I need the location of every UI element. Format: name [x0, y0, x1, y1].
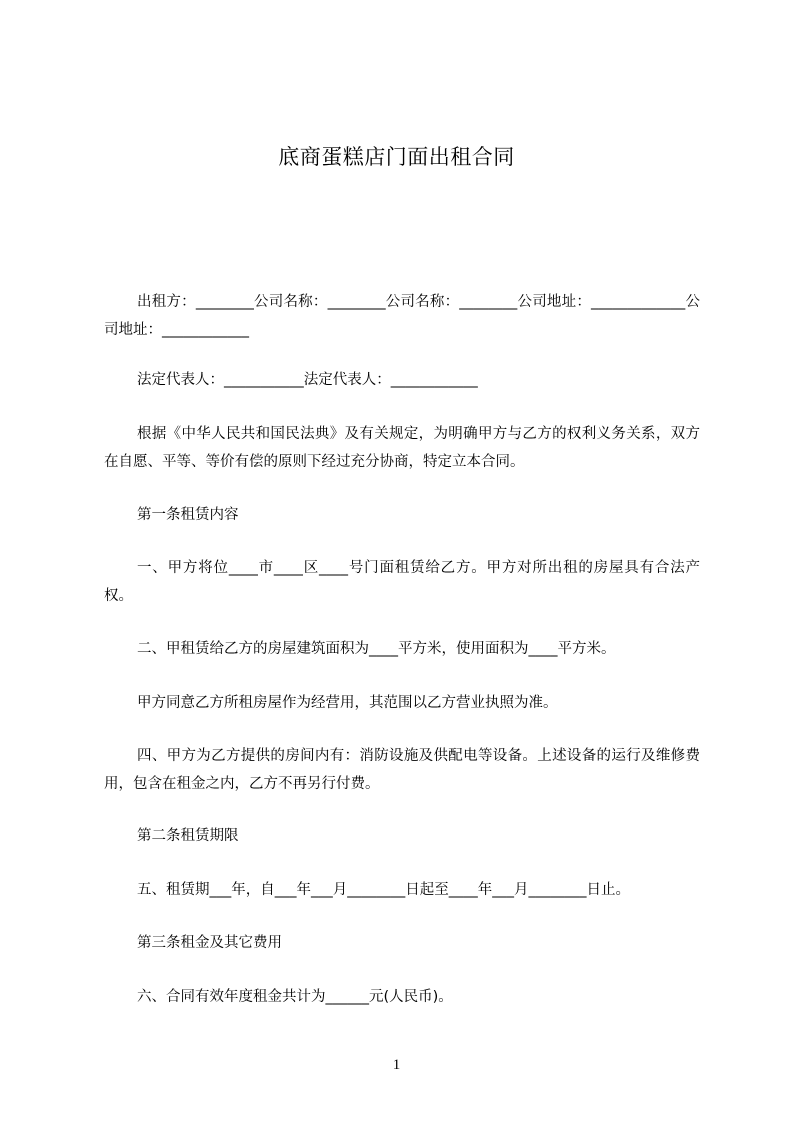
- clause-2-paragraph: 二、甲租赁给乙方的房屋建筑面积为____平方米，使用面积为____平方米。: [137, 641, 616, 657]
- article-2-heading: 第二条租赁期限: [137, 828, 239, 844]
- clause-4-paragraph: 四、甲方为乙方提供的房间内有：消防设施及供配电等设备。上述设备的运行及维修费用，包含在租金之内，乙方不再另行付费。: [104, 748, 700, 792]
- parties-paragraph: 出租方：________公司名称：________公司名称：________公司地址：_____________公司地址：____________: [104, 294, 700, 338]
- page-number: 1: [392, 1057, 401, 1073]
- business-use-paragraph: 甲方同意乙方所租房屋作为经营用，其范围以乙方营业执照为准。: [137, 695, 558, 711]
- preamble-paragraph: 根据《中华人民共和国民法典》及有关规定，为明确甲方与乙方的权利义务关系，双方在自愿、平等、等价有偿的原则下经过充分协商，特定立本合同。: [104, 426, 700, 470]
- article-1-heading: 第一条租赁内容: [137, 507, 239, 523]
- clause-5-paragraph: 五、租赁期___年，自___年___月________日起至____年___月________日止。: [137, 882, 630, 898]
- clause-1-paragraph: 一、甲方将位____市____区____号门面租赁给乙方。甲方对所出租的房屋具有合法产权。: [104, 560, 700, 604]
- legal-representative-paragraph: 法定代表人：___________法定代表人：____________: [137, 372, 478, 388]
- document-title: 底商蛋糕店门面出租合同: [278, 145, 515, 169]
- clause-6-paragraph: 六、合同有效年度租金共计为______元(人民币)。: [137, 989, 453, 1005]
- article-3-heading: 第三条租金及其它费用: [137, 935, 282, 951]
